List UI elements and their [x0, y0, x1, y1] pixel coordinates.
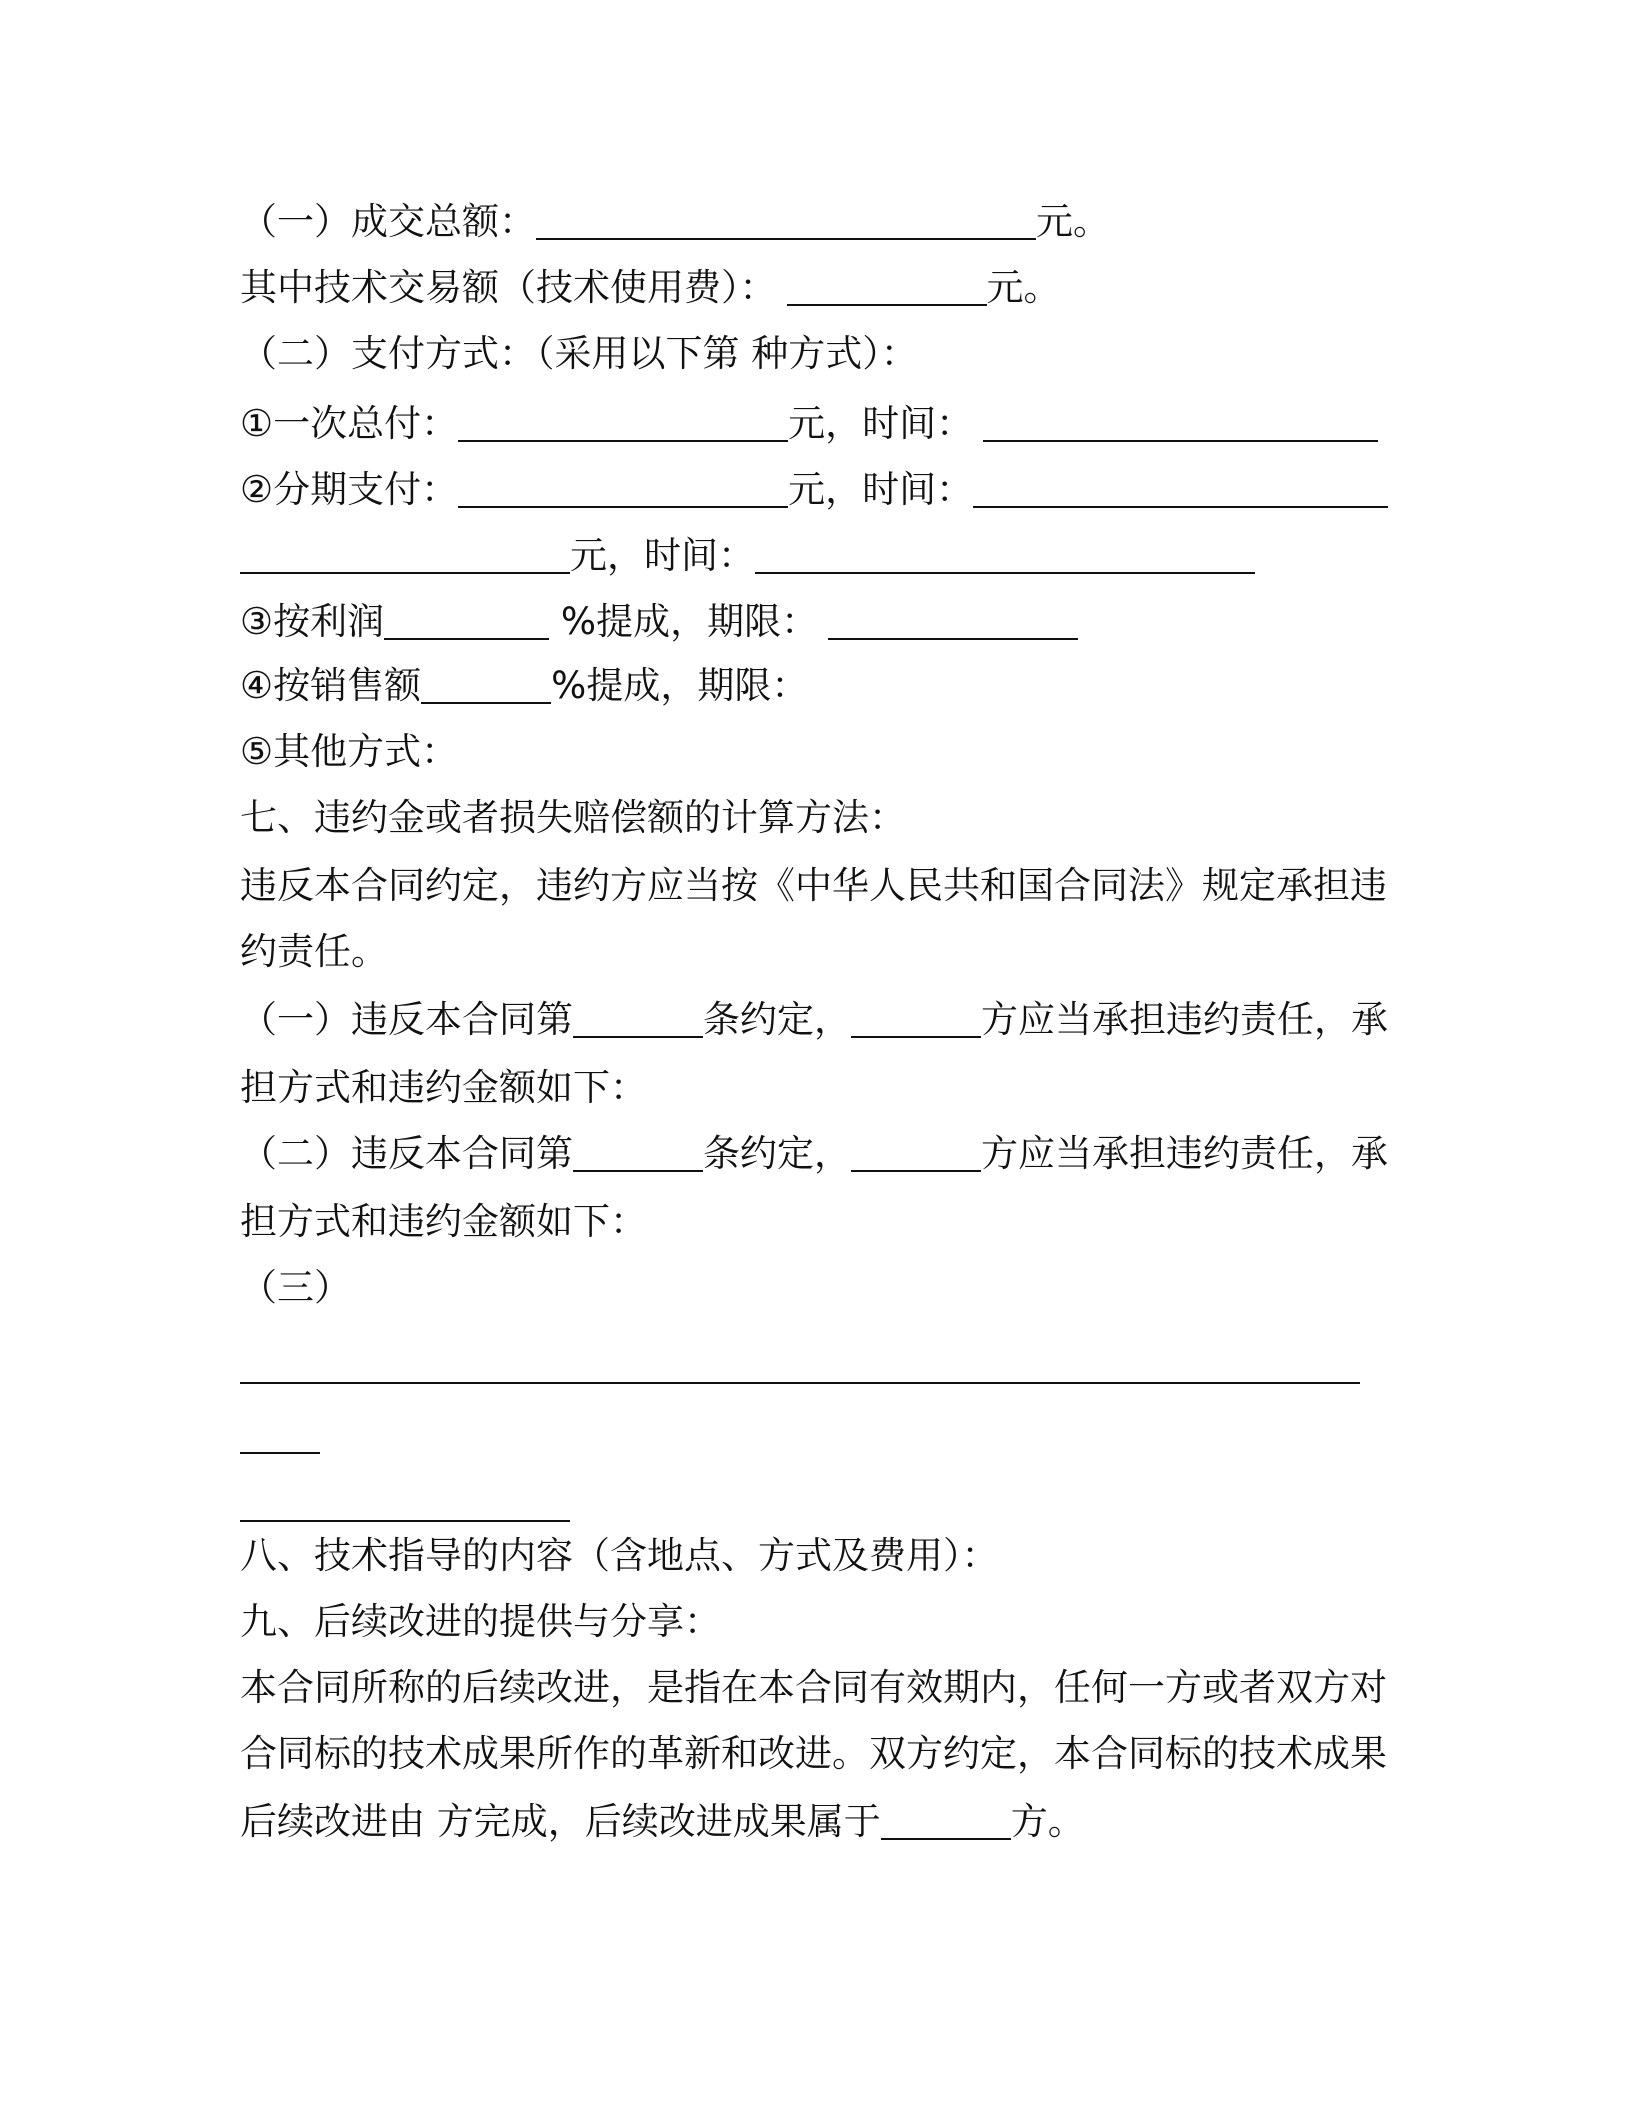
- installment-line: [240, 464, 1400, 516]
- total-amount-unit: 元。: [1036, 200, 1110, 243]
- breach-item-two-clause-blank[interactable]: [573, 1130, 703, 1172]
- breach-item-one-cont-text: 担方式和违约金额如下：: [240, 1066, 647, 1109]
- payment-method-heading: [240, 328, 1400, 380]
- breach-text-line-1: [240, 860, 1400, 912]
- section-eight-heading: [240, 1530, 1400, 1582]
- profit-share-line: [240, 596, 1400, 648]
- tech-fee-line: [240, 262, 1400, 314]
- breach-item-three-blank-line-2: [240, 1410, 1400, 1462]
- installment-time-blank[interactable]: [973, 466, 1388, 508]
- improvement-text-3: 后续改进由 方完成，后续改进成果属于: [240, 1800, 881, 1843]
- improvement-text-line-3: [240, 1796, 1400, 1848]
- breach-text-1: 违反本合同约定，违约方应当按《中华人民共和国合同法》规定承担违: [240, 864, 1387, 907]
- improvement-text-2: 合同标的技术成果所作的革新和改进。双方约定，本合同标的技术成果: [240, 1732, 1387, 1775]
- breach-item-three-label: （三）: [240, 1266, 351, 1309]
- other-method-label: ⑤其他方式：: [240, 730, 459, 773]
- installment-second-line: [240, 530, 1400, 582]
- lump-sum-time-label: 元，时间：: [788, 402, 974, 445]
- installment-amount-blank[interactable]: [458, 466, 788, 508]
- installment-time-label-2: 元，时间：: [570, 534, 755, 577]
- breach-item-three-line: [240, 1262, 1400, 1314]
- profit-share-label: ③按利润: [240, 600, 385, 643]
- improvement-text-3-tail: 方。: [1010, 1800, 1085, 1843]
- improvement-text-line-2: [240, 1728, 1400, 1780]
- total-amount-label: （一）成交总额：: [240, 200, 536, 243]
- lump-sum-time-blank[interactable]: [983, 400, 1378, 442]
- section-nine-title: 九、后续改进的提供与分享：: [240, 1600, 721, 1643]
- breach-item-three-blank-2[interactable]: [240, 1412, 320, 1454]
- breach-item-one-label: （一）违反本合同第: [240, 998, 573, 1041]
- installment-amount-blank-2[interactable]: [240, 532, 570, 574]
- installment-label: ②分期支付：: [240, 468, 459, 511]
- breach-text-2: 约责任。: [240, 930, 388, 973]
- payment-method-label: （二）支付方式：（采用以下第 种方式）：: [240, 332, 918, 375]
- lump-sum-amount-blank[interactable]: [458, 400, 788, 442]
- breach-item-two-party-blank[interactable]: [851, 1130, 981, 1172]
- other-method-line: [240, 726, 1400, 778]
- section-nine-heading: [240, 1596, 1400, 1648]
- breach-item-three-blank-line-1: [240, 1340, 1400, 1392]
- tech-fee-blank[interactable]: [787, 264, 987, 306]
- sales-share-line: [240, 660, 1400, 712]
- breach-item-two-tail: 方应当承担违约责任，承: [981, 1132, 1388, 1175]
- breach-item-one-cont: [240, 1062, 1400, 1114]
- improvement-owner-blank[interactable]: [881, 1798, 1011, 1840]
- section-eight-title: 八、技术指导的内容（含地点、方式及费用）：: [240, 1534, 999, 1577]
- total-amount-blank[interactable]: [536, 198, 1036, 240]
- improvement-text-1: 本合同所称的后续改进，是指在本合同有效期内，任何一方或者双方对: [240, 1666, 1387, 1709]
- breach-item-one-party-blank[interactable]: [851, 996, 981, 1038]
- profit-share-percent-blank[interactable]: [384, 598, 549, 640]
- breach-item-one-clause-blank[interactable]: [573, 996, 703, 1038]
- breach-text-line-2: [240, 926, 1400, 978]
- breach-item-three-blank-3[interactable]: [240, 1480, 570, 1522]
- tech-fee-unit: 元。: [986, 266, 1061, 309]
- sales-share-term-label: %提成，期限：: [551, 664, 809, 707]
- profit-share-term-label: %提成，期限：: [549, 600, 819, 643]
- breach-item-one-tail: 方应当承担违约责任，承: [981, 998, 1388, 1041]
- sales-share-label: ④按销售额: [240, 664, 422, 707]
- installment-time-blank-2[interactable]: [755, 532, 1255, 574]
- breach-item-one-line: [240, 994, 1400, 1046]
- breach-item-two-mid: 条约定，: [703, 1132, 851, 1175]
- installment-time-label: 元，时间：: [788, 468, 974, 511]
- breach-item-two-cont-text: 担方式和违约金额如下：: [240, 1200, 647, 1243]
- sales-share-percent-blank[interactable]: [421, 662, 551, 704]
- breach-item-one-mid: 条约定，: [703, 998, 851, 1041]
- improvement-text-line-1: [240, 1662, 1400, 1714]
- breach-item-three-blank-line-3: [240, 1478, 1400, 1530]
- total-amount-line: [240, 196, 1400, 248]
- breach-item-three-blank-1[interactable]: [240, 1342, 1360, 1384]
- breach-item-two-cont: [240, 1196, 1400, 1248]
- breach-item-two-line: [240, 1128, 1400, 1180]
- section-seven-title: 七、违约金或者损失赔偿额的计算方法：: [240, 796, 906, 839]
- tech-fee-label: 其中技术交易额（技术使用费）：: [240, 266, 777, 309]
- profit-share-term-blank[interactable]: [828, 598, 1078, 640]
- section-seven-heading: [240, 792, 1400, 844]
- lump-sum-label: ①一次总付：: [240, 402, 459, 445]
- breach-item-two-label: （二）违反本合同第: [240, 1132, 573, 1175]
- lump-sum-line: [240, 398, 1400, 450]
